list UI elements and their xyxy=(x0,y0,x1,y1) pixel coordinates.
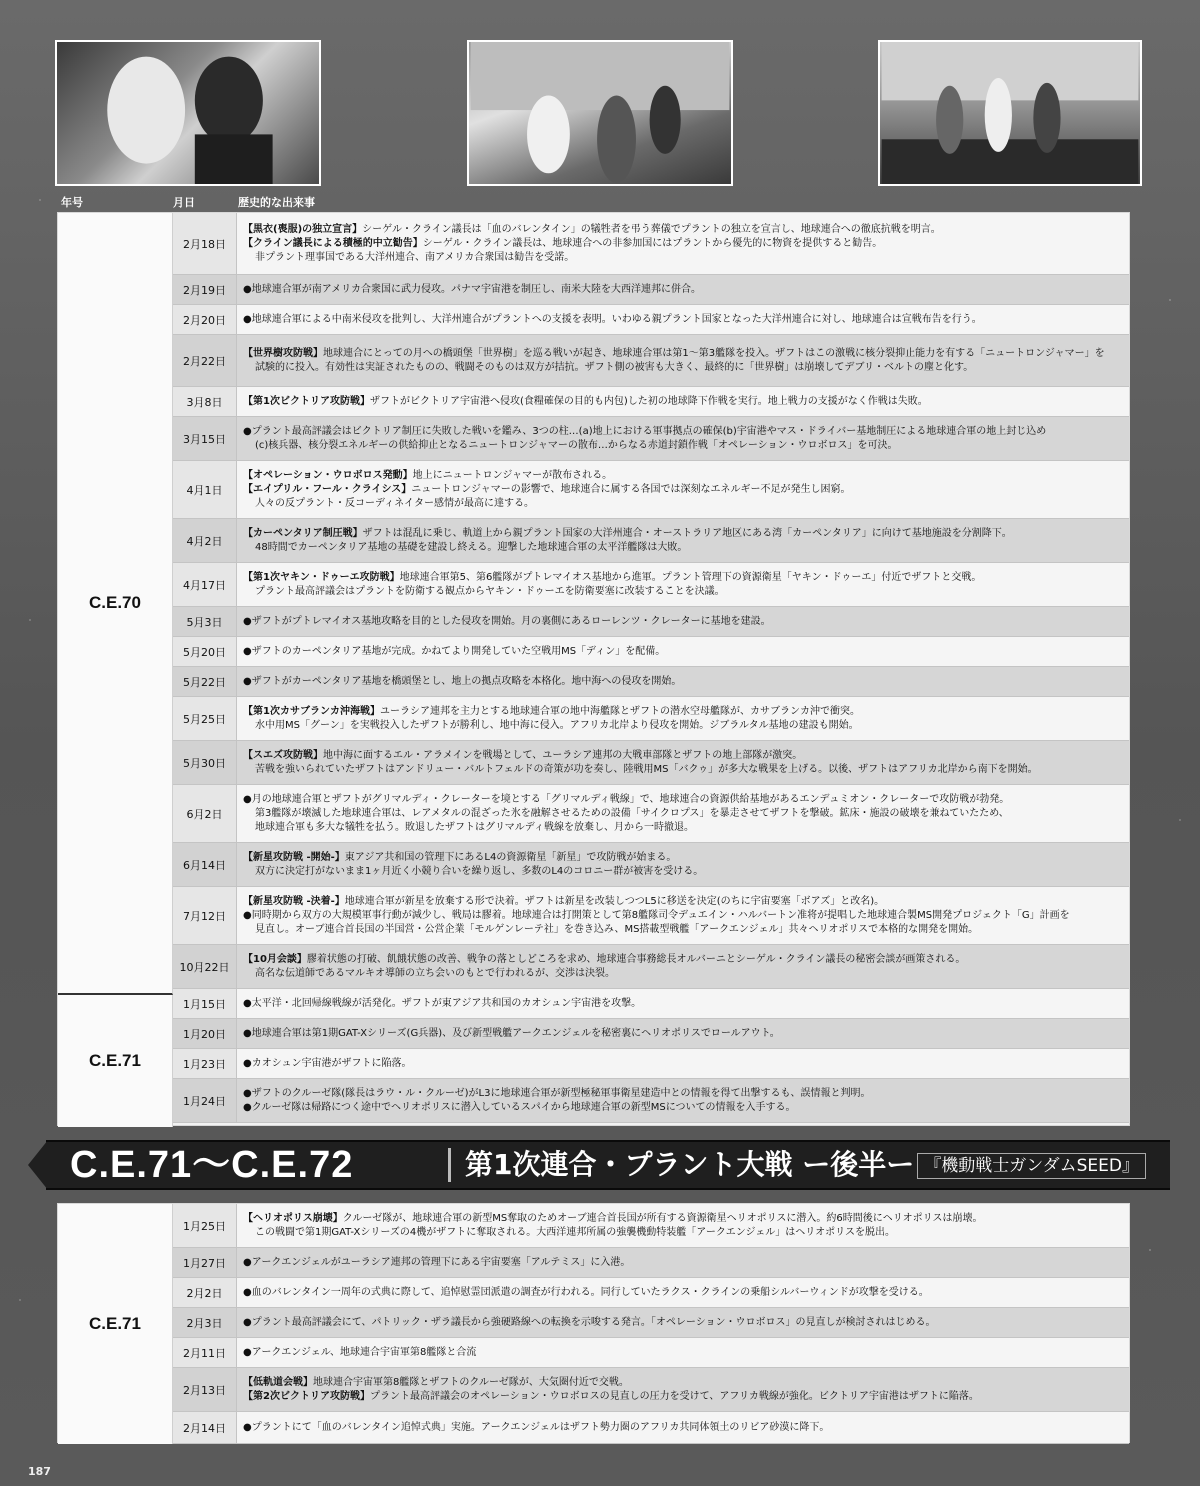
event-line xyxy=(243,283,1121,297)
event-text: ●ザフトのクルーゼ隊(隊長はラウ・ル・クルーゼ)がL3に地球連合軍が新型極秘軍事衛星建造中との情報を得て出撃するも、誤情報と判明。 xyxy=(243,1087,871,1099)
event-line xyxy=(243,807,1121,821)
event-line xyxy=(243,1346,1121,1360)
table-row xyxy=(173,785,1129,843)
event-description xyxy=(237,461,1129,518)
table-row xyxy=(173,741,1129,785)
event-text: 双方に決定打がないまま1ヶ月近く小競り合いを繰り返し、多数のL4のコロニー群が被害を受ける。 xyxy=(255,865,704,877)
event-description xyxy=(237,1019,1129,1048)
event-text: ●地球連合軍は第1期GAT-Xシリーズ(G兵器)、及び新型戦艦アークエンジェルを秘密裏にヘリオポリスでロールアウト。 xyxy=(243,1027,780,1039)
event-heading: 【クライン議長による積極的中立勧告】 xyxy=(243,237,423,249)
event-line xyxy=(243,425,1121,439)
event-heading: 【エイプリル・フール・クライシス】 xyxy=(243,483,412,495)
event-text: シーゲル・クライン議長は「血のバレンタイン」の犠牲者を弔う葬儀でプラントの独立を宣言し、地球連合への徹底抗戦を明言。 xyxy=(362,223,941,235)
table-row xyxy=(173,637,1129,667)
event-date: 5月20日 xyxy=(173,637,237,666)
table-row xyxy=(173,945,1129,989)
event-heading: 【スエズ攻防戦】 xyxy=(243,749,323,761)
event-text: ●アークエンジェルがユーラシア連邦の管理下にある宇宙要塞「アルテミス」に入港。 xyxy=(243,1256,631,1268)
table-row xyxy=(173,697,1129,741)
event-date: 2月22日 xyxy=(173,335,237,386)
event-date: 10月22日 xyxy=(173,945,237,988)
event-description xyxy=(237,417,1129,460)
event-heading: 【オペレーション・ウロボロス発動】 xyxy=(243,469,413,481)
event-line xyxy=(243,541,1121,555)
column-headers xyxy=(57,192,1130,210)
event-date: 4月2日 xyxy=(173,519,237,562)
event-date: 1月25日 xyxy=(173,1204,237,1247)
event-date: 5月22日 xyxy=(173,667,237,696)
page-number: 187 xyxy=(28,1465,51,1478)
table-row xyxy=(173,843,1129,887)
event-heading: 【第2次ビクトリア攻防戦】 xyxy=(243,1390,370,1402)
event-text: ●月の地球連合軍とザフトがグリマルディ・クレーターを境とする「グリマルディ戦線」で、地球連合の資源供給基地があるエンデュミオン・クレーターで攻防戦が勃発。 xyxy=(243,793,1010,805)
event-text: 東アジア共和国の管理下にあるL4の資源衛星「新星」で攻防戦が始まる。 xyxy=(344,851,677,863)
event-text: 第3艦隊が壊滅した地球連合軍は、レアメタルの混ざった氷を融解させるための設備「サイクロプス」を暴走させてザフトを撃破。鉱床・施設の破壊を兼ねていたため、 xyxy=(255,807,1009,819)
event-date: 2月3日 xyxy=(173,1308,237,1337)
table-row xyxy=(173,1368,1129,1412)
event-line xyxy=(243,705,1121,719)
event-description xyxy=(237,785,1129,842)
event-line xyxy=(243,527,1121,541)
event-description xyxy=(237,887,1129,944)
event-date: 5月25日 xyxy=(173,697,237,740)
timeline-table-2 xyxy=(57,1203,1130,1443)
event-date: 2月2日 xyxy=(173,1278,237,1307)
event-date: 4月17日 xyxy=(173,563,237,606)
event-text: 見直し。オーブ連合首長国の半国営・公営企業「モルゲンレーテ社」を巻き込み、MS搭載型戦艦「アークエンジェル」共々ヘリオポリスで本格的な開発を開始。 xyxy=(255,923,979,935)
event-text: プラント最高評議会はプラントを防衛する観点からヤキン・ドゥーエを防衛要塞に改装することを決議。 xyxy=(255,585,725,597)
event-heading: 【新星攻防戦 -決着-】 xyxy=(243,895,345,907)
event-description xyxy=(237,945,1129,988)
banner-subtitle: 『機動戦士ガンダムSEED』 xyxy=(917,1153,1146,1179)
event-line xyxy=(243,1027,1121,1041)
event-line xyxy=(243,865,1121,879)
event-description xyxy=(237,519,1129,562)
event-description xyxy=(237,335,1129,386)
event-text: ●ザフトがプトレマイオス基地攻略を目的とした侵攻を開始。月の裏側にあるローレンツ・クレーターに基地を建設。 xyxy=(243,615,771,627)
event-text: 人々の反プラント・反コーディネイター感情が最高に達する。 xyxy=(255,497,534,509)
event-line xyxy=(243,851,1121,865)
event-line xyxy=(243,347,1121,361)
event-date: 2月20日 xyxy=(173,305,237,334)
event-text: ●太平洋・北回帰線戦線が活発化。ザフトが東アジア共和国のカオシュン宇宙港を攻撃。 xyxy=(243,997,642,1009)
event-heading: 【黒衣(喪服)の独立宣言】 xyxy=(243,223,363,235)
table-row xyxy=(173,1278,1129,1308)
event-line xyxy=(243,675,1121,689)
event-text: ザフトがビクトリア宇宙港へ侵攻(食糧確保の目的も内包)した初の地球降下作戦を実行。地上戦力の支援がなく作戦は失敗。 xyxy=(369,395,928,407)
table-row xyxy=(173,1204,1129,1248)
event-description xyxy=(237,989,1129,1018)
event-date: 3月15日 xyxy=(173,417,237,460)
table-row xyxy=(173,305,1129,335)
event-text: ●アークエンジェル、地球連合宇宙軍第8艦隊と合流 xyxy=(243,1346,477,1358)
header-photos xyxy=(0,40,1200,186)
event-line xyxy=(243,1390,1121,1404)
event-text: ニュートロンジャマーの影響で、地球連合に属する各国では深刻なエネルギー不足が発生し困窮。 xyxy=(411,483,851,495)
event-text: 地上にニュートロンジャマーが散布される。 xyxy=(412,469,613,481)
event-text: ●同時期から双方の大規模軍事行動が減少し、戦局は膠着。地球連合は打開策として第8艦隊司令デュエイン・ハルバートン准将が提唱した地球連合製MS開発プロジェクト「G」計画を xyxy=(243,909,1070,921)
table-row xyxy=(173,1019,1129,1049)
table-row xyxy=(173,1308,1129,1338)
table-row xyxy=(173,213,1129,275)
event-date: 2月13日 xyxy=(173,1368,237,1411)
table-row xyxy=(173,1338,1129,1368)
event-description xyxy=(237,1204,1129,1247)
event-date: 2月14日 xyxy=(173,1412,237,1443)
event-description xyxy=(237,1278,1129,1307)
event-description xyxy=(237,1079,1129,1122)
event-description xyxy=(237,1338,1129,1367)
event-line xyxy=(243,1101,1121,1115)
event-heading: 【第1次ヤキン・ドゥーエ攻防戦】 xyxy=(243,571,400,583)
event-line xyxy=(243,615,1121,629)
event-text: 地球連合軍第5、第6艦隊がプトレマイオス基地から進軍。プラント管理下の資源衛星「ヤキン・ドゥーエ」付近でザフトと交戦。 xyxy=(399,571,982,583)
event-line xyxy=(243,483,1121,497)
event-description xyxy=(237,607,1129,636)
timeline-table-1 xyxy=(57,212,1130,1126)
event-line xyxy=(243,793,1121,807)
event-description xyxy=(237,1049,1129,1078)
event-text: ザフトは混乱に乗じ、軌道上から親プラント国家の大洋州連合・オーストラリア地区にある湾「カーペンタリア」に向けて基地施設を分割降下。 xyxy=(362,527,1012,539)
event-line xyxy=(243,1212,1121,1226)
event-text: 地球連合にとっての月への橋頭堡「世界樹」を巡る戦いが起き、地球連合軍は第1〜第3艦隊を投入。ザフトはこの激戦に核分裂抑止能力を有する「ニュートロンジャマー」を xyxy=(323,347,1105,359)
table-row xyxy=(173,607,1129,637)
event-text: クルーゼ隊が、地球連合軍の新型MS奪取のためオーブ連合首長国が所有する資源衛星ヘリオポリスに潜入。約6時間後にヘリオポリスは崩壊。 xyxy=(342,1212,983,1224)
event-line xyxy=(243,1421,1121,1435)
event-text: 高名な伝道師であるマルキオ導師の立ち会いのもとで行われるが、交渉は決裂。 xyxy=(255,967,615,979)
event-line xyxy=(243,719,1121,733)
event-description xyxy=(237,1308,1129,1337)
table-row xyxy=(173,275,1129,305)
table-row xyxy=(173,387,1129,417)
event-date: 6月14日 xyxy=(173,843,237,886)
table-row xyxy=(173,519,1129,563)
event-date: 1月20日 xyxy=(173,1019,237,1048)
banner-era-range: C.E.71〜C.E.72 xyxy=(70,1144,354,1186)
banner-title: 第1次連合・プラント大戦 ー後半ー xyxy=(465,1148,915,1181)
event-text: 苦戦を強いられていたザフトはアンドリュー・バルトフェルドの奇策が功を奏し、陸戦用MS「バクゥ」が多大な戦果を上げる。以後、ザフトはアフリカ北岸から南下を開始。 xyxy=(255,763,1038,775)
era-label: C.E.70 xyxy=(58,213,173,993)
table-row xyxy=(173,1412,1129,1444)
event-description xyxy=(237,667,1129,696)
event-line xyxy=(243,967,1121,981)
event-line xyxy=(243,497,1121,511)
event-text: 地球連合宇宙軍第8艦隊とザフトのクルーゼ隊が、大気圏付近で交戦。 xyxy=(313,1376,629,1388)
event-line xyxy=(243,821,1121,835)
event-description xyxy=(237,843,1129,886)
table-row xyxy=(173,335,1129,387)
event-description xyxy=(237,305,1129,334)
event-line xyxy=(243,571,1121,585)
event-text: 試験的に投入。有効性は実証されたものの、戦闘そのものは双方が拮抗。ザフト側の被害も大きく、最終的に「世界樹」は崩壊してデブリ・ベルトの塵と化す。 xyxy=(255,361,974,373)
table-row xyxy=(173,1079,1129,1123)
event-description xyxy=(237,741,1129,784)
table-row xyxy=(173,989,1129,1019)
event-date: 3月8日 xyxy=(173,387,237,416)
event-line xyxy=(243,223,1121,237)
event-line xyxy=(243,645,1121,659)
event-date: 1月24日 xyxy=(173,1079,237,1122)
event-date: 2月18日 xyxy=(173,213,237,274)
event-line xyxy=(243,439,1121,453)
event-heading: 【新星攻防戦 -開始-】 xyxy=(243,851,345,863)
event-description xyxy=(237,563,1129,606)
event-heading: 【第1次カサブランカ沖海戦】 xyxy=(243,705,380,717)
table-row xyxy=(173,563,1129,607)
event-text: この戦闘で第1期GAT-Xシリーズの4機がザフトに奪取される。大西洋連邦所属の強襲機動特装艦「アークエンジェル」はヘリオポリスを脱出。 xyxy=(255,1226,895,1238)
table-row xyxy=(173,461,1129,519)
event-text: ●ザフトのカーペンタリア基地が完成。かねてより開発していた空戦用MS「ディン」を配備。 xyxy=(243,645,666,657)
event-text: ●地球連合軍が南アメリカ合衆国に武力侵攻。パナマ宇宙港を制圧し、南米大陸を大西洋連邦に併合。 xyxy=(243,283,702,295)
event-text: シーゲル・クライン議長は、地球連合への非参加国にはプラントから優先的に物資を提供すると勧告。 xyxy=(422,237,883,249)
event-date: 7月12日 xyxy=(173,887,237,944)
event-date: 5月3日 xyxy=(173,607,237,636)
era-label: C.E.71 xyxy=(58,1204,173,1444)
event-description xyxy=(237,387,1129,416)
event-text: ●血のバレンタイン一周年の式典に際して、追悼慰霊団派遣の調査が行われる。同行していたラクス・クラインの乗船シルバーウィンドが攻撃を受ける。 xyxy=(243,1286,929,1298)
event-heading: 【10月会談】 xyxy=(243,953,307,965)
event-line xyxy=(243,361,1121,375)
event-text: ●クルーゼ隊は帰路につく途中でヘリオポリスに潜入しているスパイから地球連合軍の新型MSについての情報を入手する。 xyxy=(243,1101,796,1113)
event-line xyxy=(243,585,1121,599)
event-text: ユーラシア連邦を主力とする地球連合軍の地中海艦隊とザフトの潜水空母艦隊が、カサブランカ沖で衝突。 xyxy=(379,705,860,717)
event-line xyxy=(243,923,1121,937)
event-text: 非プラント理事国である大洋州連合、南アメリカ合衆国は勧告を受諾。 xyxy=(255,251,575,263)
event-text: (c)核兵器、核分裂エネルギーの供給抑止となるニュートロンジャマーの散布…からなる赤道封鎖作戦「オペレーション・ウロボロス」を可決。 xyxy=(255,439,898,451)
event-description xyxy=(237,1368,1129,1411)
event-line xyxy=(243,1087,1121,1101)
event-text: 地球連合軍が新星を放棄する形で決着。ザフトは新星を改装しつつL5に移送を決定(のちに宇宙要塞「ボアズ」と改名)。 xyxy=(344,895,885,907)
event-text: 水中用MS「グーン」を実戦投入したザフトが勝利し、地中海に侵入。アフリカ北岸より侵攻を開始。ジブラルタル基地の建設も開始。 xyxy=(255,719,859,731)
event-line xyxy=(243,909,1121,923)
event-text: 地中海に面するエル・アラメインを戦場として、ユーラシア連邦の大戦車部隊とザフトの地上部隊が激突。 xyxy=(323,749,803,761)
section-banner xyxy=(28,1140,1170,1190)
event-line xyxy=(243,749,1121,763)
era-label: C.E.71 xyxy=(58,995,173,1127)
event-heading: 【低軌道会戦】 xyxy=(243,1376,313,1388)
event-description xyxy=(237,1412,1129,1443)
event-date: 1月15日 xyxy=(173,989,237,1018)
event-line xyxy=(243,997,1121,1011)
table-row xyxy=(173,1248,1129,1278)
scene-photo xyxy=(878,40,1142,186)
event-text: ●ザフトがカーペンタリア基地を橋頭堡とし、地上の拠点攻略を本格化。地中海への侵攻を開始。 xyxy=(243,675,682,687)
event-description xyxy=(237,275,1129,304)
event-line xyxy=(243,1057,1121,1071)
event-column-header: 歴史的な出来事 xyxy=(238,196,315,209)
event-text: ●地球連合軍による中南米侵攻を批判し、大洋州連合がプラントへの支援を表明。いわゆる親プラント国家となった大洋州連合に対し、地球連合は宣戦布告を行う。 xyxy=(243,313,982,325)
event-text: 48時間でカーペンタリア基地の基礎を建設し終える。迎撃した地球連合軍の太平洋艦隊は大敗。 xyxy=(255,541,688,553)
event-text: ●プラント最高評議会はビクトリア制圧に失敗した戦いを鑑み、3つの柱…(a)地上における軍事拠点の確保(b)宇宙港やマス・ドライバー基地制圧による地球連合軍の地上封じ込め xyxy=(243,425,1047,437)
event-date: 1月27日 xyxy=(173,1248,237,1277)
table-row xyxy=(173,1049,1129,1079)
event-line xyxy=(243,895,1121,909)
event-line xyxy=(243,1376,1121,1390)
event-date: 5月30日 xyxy=(173,741,237,784)
event-text: ●プラント最高評議会にて、パトリック・ザラ議長から強硬路線への転換を示唆する発言。「オペレーション・ウロボロス」の見直しが検討されはじめる。 xyxy=(243,1316,936,1328)
scene-photo xyxy=(467,40,733,186)
event-text: ●カオシュン宇宙港がザフトに陥落。 xyxy=(243,1057,412,1069)
event-heading: 【ヘリオポリス崩壊】 xyxy=(243,1212,343,1224)
event-text: 膠着状態の打破、飢餓状態の改善、戦争の落としどころを求め、地球連合事務総長オルバーニとシーゲル・クライン議長の秘密会談が画策される。 xyxy=(306,953,966,965)
event-line xyxy=(243,1226,1121,1240)
date-column-header: 月日 xyxy=(173,196,195,209)
event-line xyxy=(243,237,1121,251)
era-column-header: 年号 xyxy=(61,196,83,209)
event-line xyxy=(243,1256,1121,1270)
event-date: 2月19日 xyxy=(173,275,237,304)
event-text: 地球連合軍も多大な犠牲を払う。敗退したザフトはグリマルディ戦線を放棄し、月から一時撤退。 xyxy=(255,821,694,833)
event-line xyxy=(243,1286,1121,1300)
event-description xyxy=(237,1248,1129,1277)
banner-arrow xyxy=(28,1140,48,1190)
event-text: プラント最高評議会のオペレーション・ウロボロスの見直しの圧力を受けて、アフリカ戦線が強化。ビクトリア宇宙港はザフトに陥落。 xyxy=(369,1390,979,1402)
event-description xyxy=(237,213,1129,274)
table-row xyxy=(173,887,1129,945)
event-heading: 【世界樹攻防戦】 xyxy=(243,347,323,359)
event-date: 2月11日 xyxy=(173,1338,237,1367)
event-date: 1月23日 xyxy=(173,1049,237,1078)
table-row xyxy=(173,667,1129,697)
event-line xyxy=(243,469,1121,483)
event-line xyxy=(243,395,1121,409)
event-heading: 【カーペンタリア制圧戦】 xyxy=(243,527,363,539)
event-date: 6月2日 xyxy=(173,785,237,842)
event-date: 4月1日 xyxy=(173,461,237,518)
scene-photo xyxy=(55,40,321,186)
event-heading: 【第1次ビクトリア攻防戦】 xyxy=(243,395,370,407)
event-line xyxy=(243,1316,1121,1330)
event-description xyxy=(237,697,1129,740)
event-line xyxy=(243,251,1121,265)
event-line xyxy=(243,313,1121,327)
event-line xyxy=(243,953,1121,967)
table-row xyxy=(173,417,1129,461)
event-line xyxy=(243,763,1121,777)
event-description xyxy=(237,637,1129,666)
event-text: ●プラントにて「血のバレンタイン追悼式典」実施。アークエンジェルはザフト勢力圏のアフリカ共同体領土のリビア砂漠に降下。 xyxy=(243,1421,830,1433)
